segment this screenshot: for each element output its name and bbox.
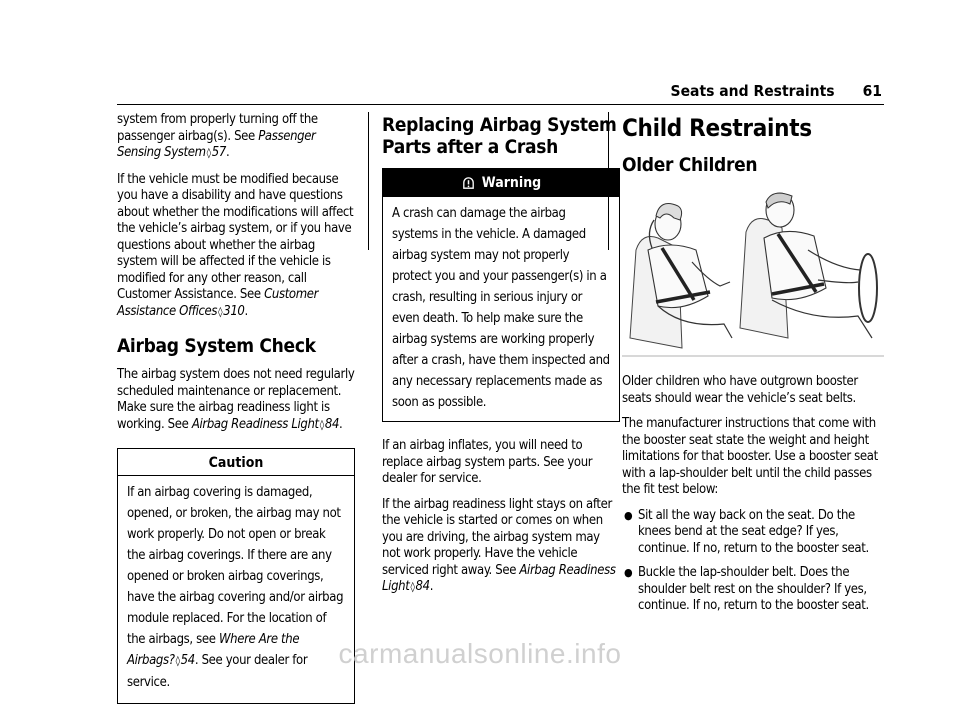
heading-airbag-system-check: Airbag System Check bbox=[117, 335, 316, 357]
warning-title: Warning bbox=[481, 175, 542, 191]
page-number: 61 bbox=[862, 82, 882, 100]
warning-body: A crash can damage the airbag systems in the vehicle. A damaged airbag system may not properly protect you and your passenger(s) in a crash, resulting in serious injury or even death. To help make sure the airbag systems are working properly after a crash, have them inspected and any necessary replacements made as soon as possible. bbox=[392, 206, 610, 410]
section-title: Seats and Restraints bbox=[670, 82, 835, 100]
paragraph-system-check: The airbag system does not need regularly scheduled maintenance or replacement. Make sure the airbag readiness light is working. See Airbag Readiness Light◊84. bbox=[117, 367, 355, 432]
caution-title: Caution bbox=[118, 449, 354, 476]
paragraph-airbag-inflates: If an airbag inflates, you will need to replace airbag system parts. See your dealer for service. bbox=[382, 438, 593, 486]
xref-icon: ◊ bbox=[206, 148, 211, 159]
warning-icon bbox=[461, 176, 476, 191]
list-item: ● Buckle the lap-shoulder belt. Does the shoulder belt rest on the shoulder? If yes, continue. If no, return to the booster seat. bbox=[624, 565, 869, 613]
paragraph-passenger-sensing: system from properly turning off the passenger airbag(s). See Passenger Sensing System◊57. bbox=[117, 112, 318, 160]
xref-link[interactable]: Where Are the Airbags? bbox=[127, 632, 300, 668]
paragraph-older-children: Older children who have outgrown booster seats should wear the vehicle’s seat belts. bbox=[622, 374, 858, 406]
heading-replacing-parts: Replacing Airbag System Parts after a Crash bbox=[382, 114, 617, 158]
xref-link[interactable]: Airbag Readiness Light bbox=[382, 562, 616, 594]
list-item: ● Sit all the way back on the seat. Do the knees bend at the seat edge? If yes, continue. If no, return to the booster seat. bbox=[624, 507, 869, 556]
warning-box bbox=[382, 168, 620, 422]
page-header bbox=[671, 82, 882, 100]
watermark: carmanualsonline.info bbox=[338, 638, 622, 669]
warning-title-bar bbox=[383, 169, 619, 197]
xref-icon: ◊ bbox=[319, 419, 324, 431]
xref-link[interactable]: Customer Assistance Offices bbox=[117, 287, 319, 319]
column-divider-left bbox=[368, 112, 369, 250]
xref-link[interactable]: Passenger Sensing System bbox=[117, 128, 316, 160]
paragraph-modification: If the vehicle must be modified because you have a disability and have questions about whether the modifications will affect the vehicle’s airbag system, or if you have questions about whether the airbag system will be affected if the vehicle is modified for any other reason, call Customer Assistance. See Customer Assistance Offices◊310. bbox=[117, 171, 354, 319]
xref-link[interactable]: Airbag Readiness Light bbox=[191, 416, 319, 432]
xref-icon: ◊ bbox=[218, 306, 223, 318]
xref-icon: ◊ bbox=[410, 582, 415, 593]
bullet-icon: ● bbox=[624, 566, 633, 579]
seatbelt-illustration bbox=[622, 188, 884, 360]
bullet-icon: ● bbox=[624, 508, 633, 522]
xref-icon: ◊ bbox=[175, 656, 180, 667]
column-2 bbox=[382, 112, 620, 606]
heading-older-children: Older Children bbox=[622, 154, 758, 176]
header-rule bbox=[117, 104, 884, 105]
paragraph-readiness-light: If the airbag readiness light stays on after the vehicle is started or comes on when you are driving, the airbag system may not work properly. Have the vehicle serviced right away. See Airbag Readiness Light◊84. bbox=[382, 496, 616, 594]
column-1 bbox=[117, 112, 355, 704]
paragraph-manufacturer-instructions: The manufacturer instructions that come with the booster seat state the weight and height limitations for that booster. Use a booster seat with a lap-shoulder belt until the child passes the fit test below: bbox=[622, 416, 878, 497]
heading-child-restraints: Child Restraints bbox=[622, 114, 812, 142]
fit-test-list bbox=[622, 508, 884, 615]
caution-body: If an airbag covering is damaged, opened, or broken, the airbag may not work properly. Do not open or break the airbag coverings. If there are any opened or broken airbag coverings, have the airbag covering and/or airbag module replaced. For the location of the airbags, see Where Are the Airbags?◊54. See your dealer for service. bbox=[127, 485, 344, 690]
column-3 bbox=[622, 112, 884, 623]
